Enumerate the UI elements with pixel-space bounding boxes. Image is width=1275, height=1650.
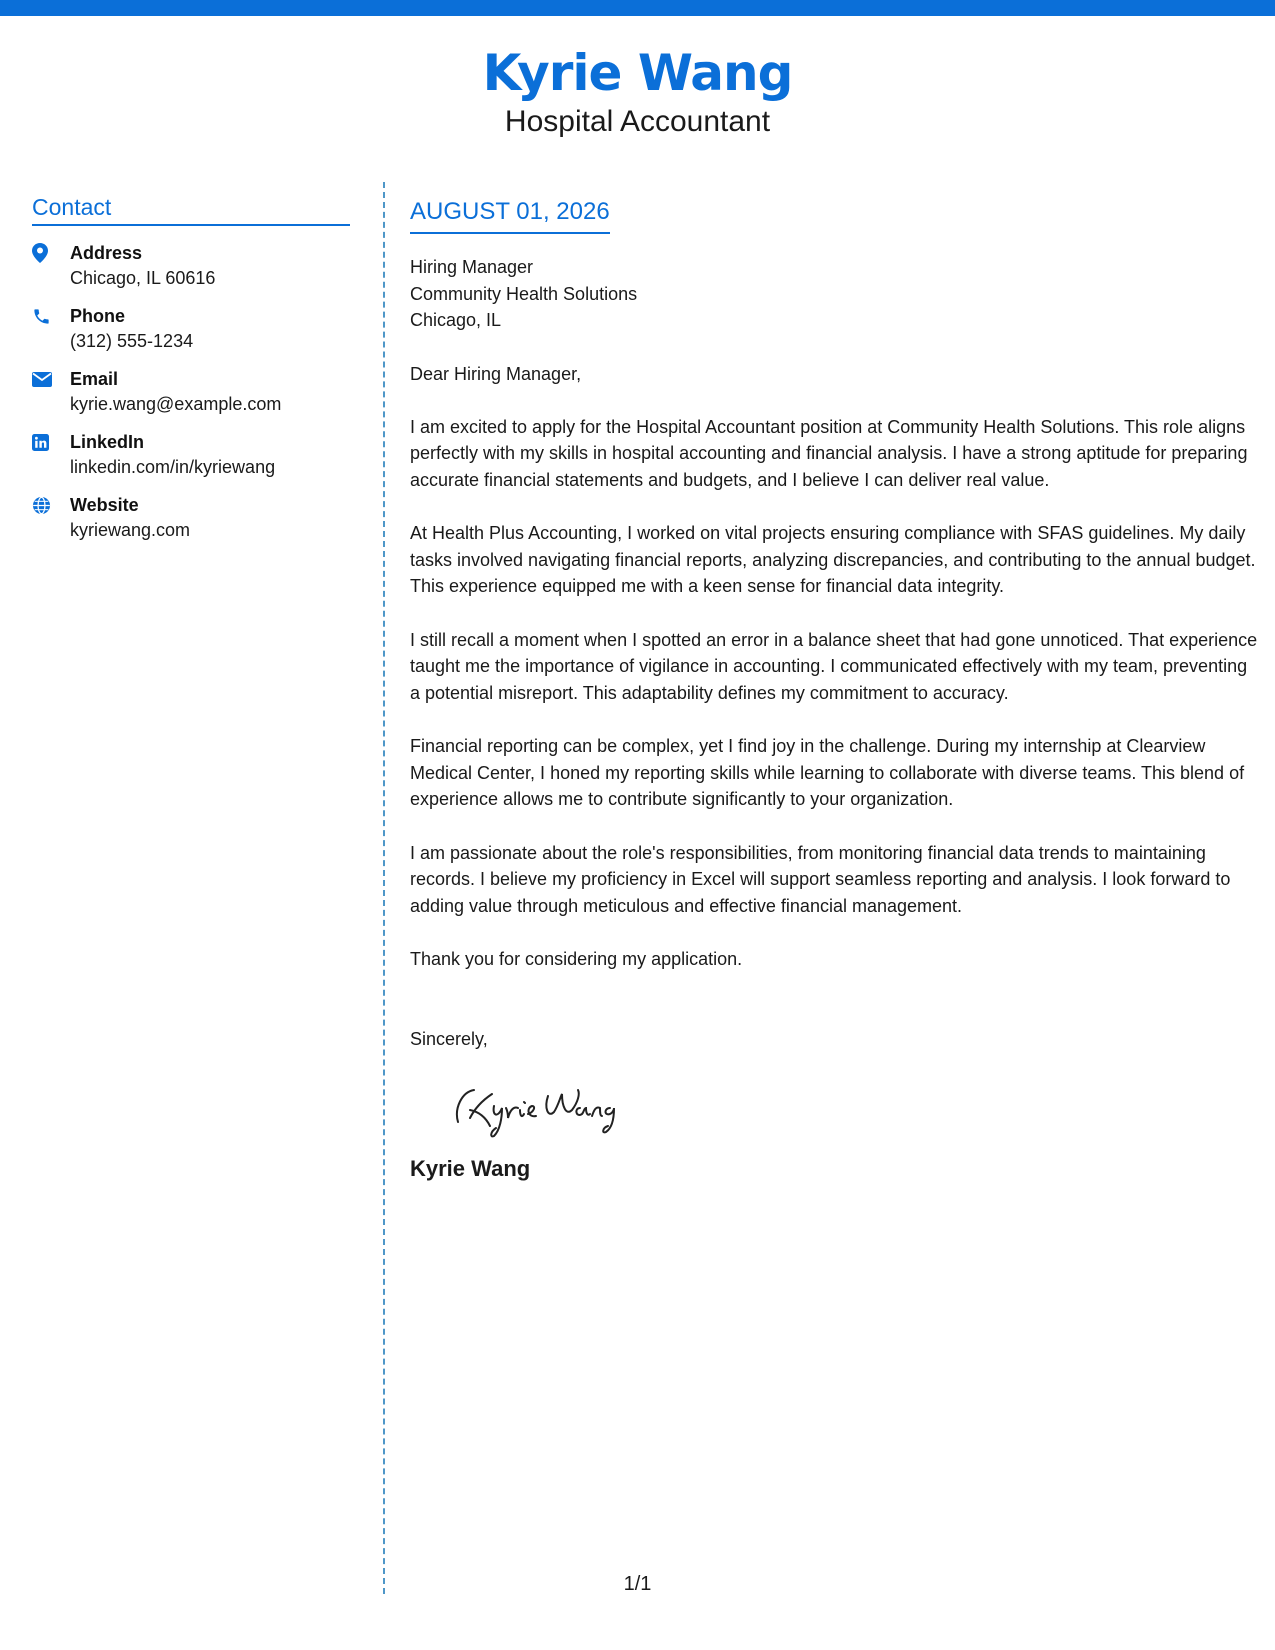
closing: Sincerely, [410, 1028, 488, 1049]
contact-list [32, 240, 350, 555]
recipient-line: Hiring Manager [410, 257, 534, 277]
page-number: 1/1 [623, 1573, 652, 1595]
column-divider [383, 182, 385, 1594]
contact-value: linkedin.com/in/kyriewang [70, 457, 276, 477]
phone-icon [32, 303, 70, 329]
recipient-line: Chicago, IL [410, 310, 502, 330]
contact-value: kyriewang.com [70, 520, 191, 540]
contact-label: Phone [70, 306, 126, 326]
letter-paragraph: Financial reporting can be complex, yet I find joy in the challenge. During my internship at Clearview Medical Center, I honed my reporting skills while learning to collaborate with diverse teams. This blend of experience allows me to contribute significantly to your organization. [410, 736, 1245, 809]
location-pin-icon [32, 240, 70, 266]
contact-label: LinkedIn [70, 432, 145, 452]
contact-value: kyrie.wang@example.com [70, 394, 282, 414]
contact-item-address [32, 240, 350, 303]
signer-name: Kyrie Wang [410, 1155, 531, 1181]
cover-letter-body [410, 196, 1260, 1184]
letter-paragraph: I still recall a moment when I spotted an error in a balance sheet that had gone unnoticed. That experience taught me the importance of vigilance in accounting. I communicated effectively with my team, preventing a potential misreport. This adaptability defines my commitment to accuracy. [410, 629, 1258, 703]
letter-paragraph: I am excited to apply for the Hospital Accountant position at Community Health Solutions. This role aligns perfectly with my skills in hospital accounting and financial analysis. I have a strong aptitude for preparing accurate financial statements and budgets, and I believe I can deliver real value. [410, 416, 1248, 490]
contact-value: (312) 555-1234 [70, 331, 194, 351]
recipient-line: Community Health Solutions [410, 283, 638, 304]
globe-icon [32, 492, 70, 518]
contact-heading: Contact [32, 192, 350, 226]
letter-paragraph: I am passionate about the role's responsibilities, from monitoring financial data trends to maintaining records. I believe my proficiency in Excel will support seamless reporting and analysis. I look forward to adding value through meticulous and effective financial management. [410, 842, 1231, 916]
contact-item-email [32, 366, 350, 429]
linkedin-icon [32, 429, 70, 455]
contact-label: Email [70, 369, 119, 389]
letter-paragraph: At Health Plus Accounting, I worked on vital projects ensuring compliance with SFAS guidelines. My daily tasks involved navigating financial reports, analyzing discrepancies, and contributing to the annual budget. This experience equipped me with a keen sense for financial data integrity. [410, 523, 1256, 596]
contact-item-website [32, 492, 350, 555]
job-title: Hospital Accountant [504, 105, 771, 138]
contact-sidebar [32, 192, 350, 555]
contact-item-linkedin [32, 429, 350, 492]
contact-item-phone [32, 303, 350, 366]
letter-paragraph: Thank you for considering my application. [410, 949, 743, 969]
contact-label: Address [70, 243, 143, 263]
contact-label: Website [70, 495, 139, 515]
resume-header [0, 42, 1275, 140]
contact-value: Chicago, IL 60616 [70, 268, 216, 288]
recipient-block [410, 254, 1260, 334]
letter-date: AUGUST 01, 2026 [410, 196, 610, 234]
handwritten-signature [440, 1078, 650, 1140]
applicant-name: Kyrie Wang [482, 44, 793, 102]
greeting: Dear Hiring Manager, [410, 363, 582, 384]
top-accent-bar [0, 0, 1275, 16]
envelope-icon [32, 366, 70, 392]
